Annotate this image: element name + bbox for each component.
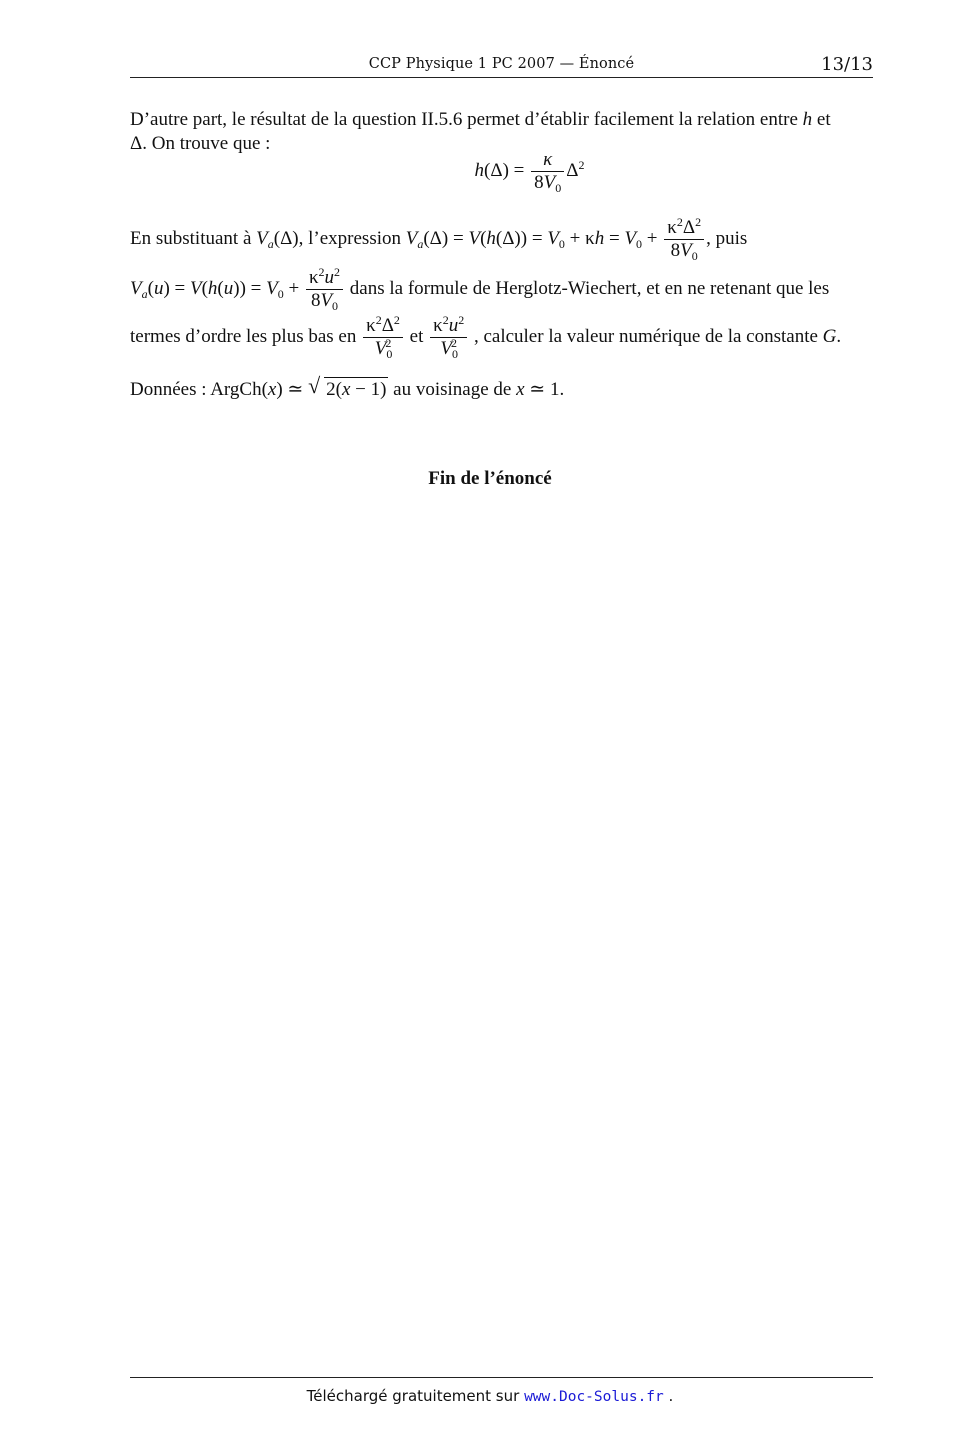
fraction-kappa2-u2: $\frac{\kappa^2u^2}{8V_0}$: [306, 268, 343, 311]
paragraph-data: Données : ArgCh(x) ≃ √ 2(x − 1) au voisinage de x ≃ 1.: [130, 373, 565, 400]
header-divider: [130, 77, 873, 78]
footer-suffix: .: [668, 1387, 674, 1405]
paragraph-text: l’expression: [308, 227, 401, 249]
paragraph-text: termes d’ordre les plus bas en: [130, 325, 357, 347]
footer-link[interactable]: www.Doc-Solus.fr: [524, 1389, 664, 1405]
footer-text: Téléchargé gratuitement sur: [306, 1387, 520, 1405]
paragraph-text: au voisinage de: [393, 379, 512, 400]
paragraph-text: , calculer la valeur numérique de la constante: [473, 325, 818, 347]
fraction-kappa2-u2-over-v02: $\frac{\kappa^2u^2}{V_0^2}$: [430, 316, 467, 359]
page-number: 13/13: [821, 54, 873, 75]
fraction-kappa-over-8v0: $\frac{\kappa}{8V_0}$: [531, 150, 564, 193]
paragraph-text: D’autre part, le résultat de la question II.5.6 permet d’établir facilement la relation entre: [130, 109, 798, 130]
square-root: √ 2(x − 1): [308, 373, 387, 400]
conjunction: et: [816, 109, 831, 130]
conjunction: et: [409, 325, 424, 347]
equation-h-delta: h(Δ) = $\frac{\kappa}{8V_0}$ $\Delta^2$: [474, 149, 585, 195]
variable-h: h: [802, 109, 813, 130]
fraction-kappa2-delta2-over-v02: $\frac{\kappa^2\Delta^2}{V_0^2}$: [363, 316, 403, 359]
paragraph-lowest-order: termes d’ordre les plus bas en $\frac{\kappa^2\Delta^2}{V_0^2}$ et $\frac{\kappa^2u^2}{V_0^2}$ , calculer la valeur numérique de la constante G.: [130, 313, 842, 361]
paragraph-substitution: En substituant à $V_a(\Delta)$, l’expression $V_a(\Delta) = V(h(\Delta)) = V_0 + \kappa h = V_0$ + $\frac{\kappa^2\Delta^2}{8V_0}$ , puis: [130, 215, 748, 263]
paragraph-text: dans la formule de Herglotz-Wiechert, et en ne retenant que les: [349, 277, 830, 299]
page-footer: [0, 1387, 980, 1405]
fraction-kappa2-delta2: $\frac{\kappa^2\Delta^2}{8V_0}$: [664, 218, 704, 261]
paragraph-relation: [130, 108, 873, 156]
footer-divider: [130, 1377, 873, 1378]
header-title: CCP Physique 1 PC 2007 — Énoncé: [368, 56, 635, 72]
paragraph-text: Δ. On trouve que :: [130, 133, 271, 154]
paragraph-text: , puis: [706, 227, 748, 249]
page-header: [130, 54, 873, 76]
paragraph-va-u: $V_a(u) = V(h(u)) = V_0$ + $\frac{\kappa^2u^2}{8V_0}$ dans la formule de Herglotz-Wiechert, et en ne retenant que les: [130, 265, 830, 313]
data-label: Données : ArgCh(: [130, 379, 268, 400]
paragraph-text: En substituant à: [130, 227, 252, 249]
end-of-statement: Fin de l’énoncé: [428, 468, 552, 489]
variable-g: G: [822, 325, 837, 347]
